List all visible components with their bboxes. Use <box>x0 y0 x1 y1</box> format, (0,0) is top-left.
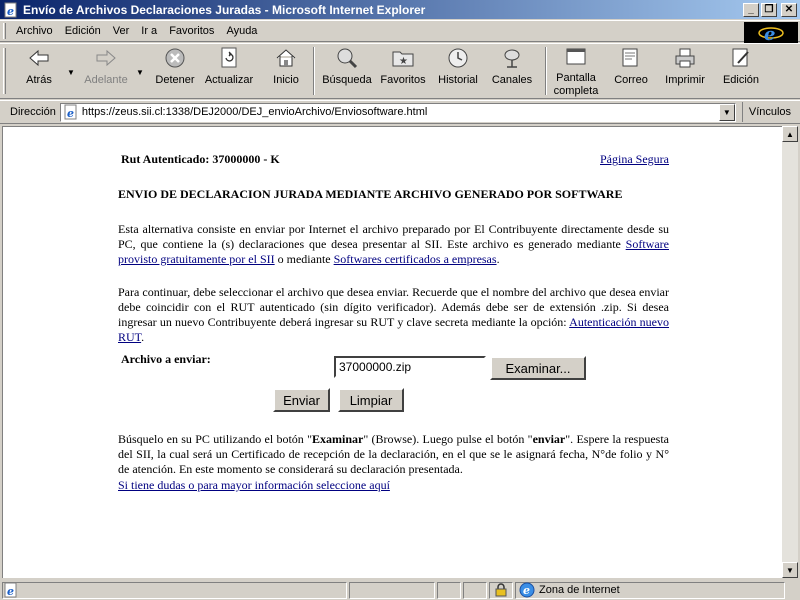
print-button[interactable] <box>664 46 706 98</box>
toolbar-separator <box>313 47 315 95</box>
secure-lock-icon <box>489 582 513 599</box>
forward-arrow-icon <box>94 46 118 70</box>
status-message-cell <box>2 582 347 599</box>
back-arrow-icon <box>27 46 51 70</box>
security-zone-cell <box>515 582 785 599</box>
back-button[interactable] <box>22 46 56 98</box>
stop-icon <box>163 46 187 70</box>
refresh-button[interactable] <box>203 46 255 98</box>
help-text-c: " (Browse). Luego pulse el botón " <box>363 432 533 446</box>
address-dropdown-icon[interactable]: ▼ <box>719 104 735 121</box>
help-text-enviar: enviar <box>532 432 566 446</box>
vertical-scrollbar[interactable] <box>782 126 798 578</box>
intro-text-mid: o mediante <box>274 252 334 266</box>
stop-button[interactable] <box>152 46 198 98</box>
menu-ver[interactable]: Ver <box>112 25 130 37</box>
rut-authenticated: Rut Autenticado: 37000000 - K <box>121 152 280 166</box>
minimize-button[interactable]: _ <box>743 3 759 17</box>
close-button[interactable]: ✕ <box>781 3 797 17</box>
status-cell <box>463 582 487 599</box>
svg-text:e: e <box>7 585 14 598</box>
menu-favoritos[interactable]: Favoritos <box>169 25 215 37</box>
svg-text:★: ★ <box>399 56 408 67</box>
address-input[interactable] <box>60 103 736 122</box>
mail-label: Correo <box>614 74 648 86</box>
home-button[interactable] <box>266 46 306 98</box>
more-info-link[interactable]: Si tiene dudas o para mayor información seleccione aquí <box>118 478 390 492</box>
mail-icon <box>619 46 643 70</box>
toolbar-grip <box>3 48 6 94</box>
svg-text:e: e <box>7 4 14 18</box>
internet-zone-icon <box>519 582 535 598</box>
menu-ir-a[interactable]: Ir a <box>141 25 158 37</box>
free-software-link[interactable]: Software provisto gratuitamente por el SII <box>118 237 669 266</box>
fullscreen-label-line2: completa <box>553 85 599 97</box>
home-label: Inicio <box>273 74 299 86</box>
intro-paragraph <box>118 222 669 267</box>
forward-label: Adelante <box>84 74 128 86</box>
status-page-icon <box>3 582 19 598</box>
zone-label: Zona de Internet <box>539 584 620 596</box>
history-button[interactable] <box>436 46 480 98</box>
ie-page-icon <box>3 2 19 18</box>
svg-text:e: e <box>66 107 74 120</box>
forward-dropdown-icon[interactable]: ▼ <box>136 68 144 77</box>
menu-archivo[interactable]: Archivo <box>16 25 53 37</box>
menu-ayuda[interactable]: Ayuda <box>226 25 258 37</box>
window-title: Envío de Archivos Declaraciones Juradas - Microsoft Internet Explorer <box>23 2 426 17</box>
channels-satellite-icon <box>500 46 524 70</box>
instructions-text-end: . <box>141 330 145 344</box>
fullscreen-icon <box>564 46 588 68</box>
address-url: https://zeus.sii.cl:1338/DEJ2000/DEJ_envioArchivo/Enviosoftware.html <box>81 106 428 118</box>
certified-software-link[interactable]: Softwares certificados a empresas <box>333 252 497 266</box>
help-paragraph <box>118 432 669 477</box>
links-button[interactable]: Vínculos <box>742 102 791 122</box>
send-button[interactable]: Enviar <box>273 388 330 412</box>
status-cell <box>349 582 435 599</box>
ie-logo-icon <box>758 23 784 43</box>
secure-page-link[interactable]: Página Segura <box>600 152 669 166</box>
search-globe-icon <box>335 46 359 70</box>
fullscreen-button[interactable] <box>551 46 601 98</box>
stop-label: Detener <box>155 74 195 86</box>
address-bar <box>0 100 800 124</box>
status-cell <box>437 582 461 599</box>
printer-icon <box>673 46 697 70</box>
home-icon <box>274 46 298 70</box>
channels-button[interactable] <box>490 46 534 98</box>
svg-text:e: e <box>764 24 776 43</box>
toolbar-separator <box>545 47 547 95</box>
menu-edicion[interactable]: Edición <box>64 25 101 37</box>
fullscreen-label-line1: Pantalla <box>556 72 596 84</box>
favorites-label: Favoritos <box>380 74 426 86</box>
title-bar <box>0 0 800 19</box>
file-path-input[interactable]: 37000000.zip <box>334 356 486 378</box>
menu-grip <box>3 23 6 39</box>
channels-label: Canales <box>491 74 533 86</box>
mail-button[interactable] <box>611 46 651 98</box>
history-clock-icon <box>446 46 470 70</box>
back-label: Atrás <box>26 74 52 86</box>
history-label: Historial <box>438 74 478 86</box>
intro-text-end: . <box>496 252 500 266</box>
refresh-icon <box>217 46 241 70</box>
ie-throbber-logo <box>744 22 798 44</box>
scroll-down-icon[interactable]: ▼ <box>782 562 798 578</box>
instructions-paragraph <box>118 285 669 345</box>
svg-text:e: e <box>523 584 530 597</box>
new-rut-auth-link[interactable]: Autenticación nuevo RUT <box>118 315 669 344</box>
page-heading: ENVIO DE DECLARACION JURADA MEDIANTE ARCHIVO GENERADO POR SOFTWARE <box>118 187 623 201</box>
scroll-up-icon[interactable]: ▲ <box>782 126 798 142</box>
refresh-label: Actualizar <box>204 74 254 86</box>
forward-button[interactable] <box>82 46 130 98</box>
file-label: Archivo a enviar: <box>121 352 211 366</box>
favorites-button[interactable] <box>378 46 428 98</box>
print-label: Imprimir <box>665 74 705 86</box>
edit-button[interactable] <box>720 46 762 98</box>
menu-bar <box>0 20 800 42</box>
favorites-folder-icon <box>391 46 415 70</box>
back-dropdown-icon[interactable]: ▼ <box>67 68 75 77</box>
edit-label: Edición <box>722 74 760 86</box>
status-bar <box>0 580 800 600</box>
page-content <box>2 126 782 578</box>
edit-document-icon <box>729 46 753 70</box>
help-text-d: ". Espere la respuesta del SII, la cual será un Certificado de recepción de la declaración, en el que se le asignará fecha, N°de folio y N° de atención. En este momento se considerará su declaración presentada. <box>118 432 670 476</box>
clear-button[interactable]: Limpiar <box>338 388 404 412</box>
help-text-examinar: Examinar <box>312 432 364 446</box>
maximize-button[interactable]: ❐ <box>761 3 777 17</box>
intro-text: Esta alternativa consiste en enviar por Internet el archivo preparado por El Contribuyente directamente desde su PC, que contiene la (s) declaraciones que desea presentar al SII. Este archivo es generado mediante <box>118 222 669 251</box>
instructions-text: Para continuar, debe seleccionar el archivo que desea enviar. Recuerde que el nombre del archivo que desea enviar debe coincidir con el RUT autenticado (sin dígito verificador). Además debe ser de extensión .zip. Si desea ingresar un nuevo Contribuyente deberá ingresar su RUT y clave secreta mediante la opción: <box>118 285 669 329</box>
standard-toolbar <box>0 43 800 99</box>
help-text-a: Búsquelo en su PC utilizando el botón " <box>118 432 312 446</box>
search-button[interactable] <box>320 46 374 98</box>
browse-button[interactable]: Examinar... <box>490 356 586 380</box>
search-label: Búsqueda <box>322 74 372 86</box>
page-icon <box>63 104 79 120</box>
address-label: Dirección <box>10 106 56 118</box>
